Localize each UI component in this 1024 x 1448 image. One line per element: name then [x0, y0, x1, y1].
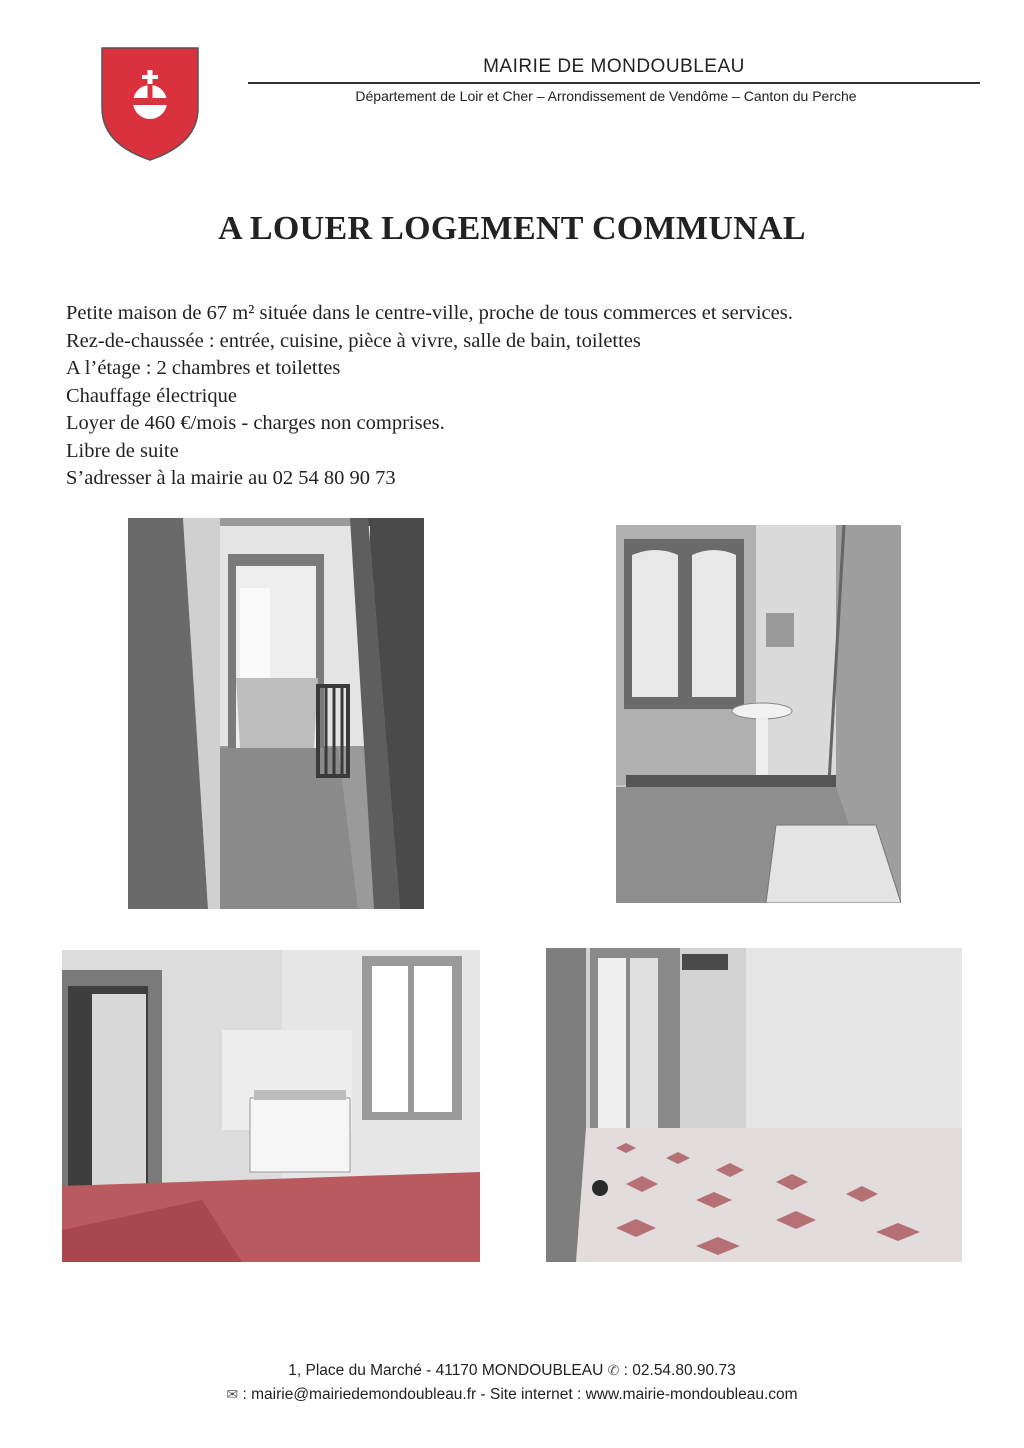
description-line: Chauffage électrique [66, 384, 237, 407]
notice-description [66, 300, 966, 493]
photo-bedroom [546, 948, 962, 1262]
footer-phone: : 02.54.80.90.73 [623, 1362, 736, 1379]
photo-hallway [128, 518, 424, 909]
telephone-icon: ✆ [607, 1363, 620, 1379]
description-line: Rez-de-chaussée : entrée, cuisine, pièce à vivre, salle de bain, toilettes [66, 329, 641, 352]
description-line: S’adresser à la mairie au 02 54 80 90 73 [66, 467, 396, 489]
header-subtitle: Département de Loir et Cher – Arrondissement de Vendôme – Canton du Perche [355, 88, 857, 104]
footer-address: 1, Place du Marché - 41170 MONDOUBLEAU [288, 1362, 604, 1379]
coat-of-arms-logo [100, 46, 200, 162]
description-line: Loyer de 460 €/mois - charges non comprises. [66, 412, 445, 434]
description-line: Petite maison de 67 m² située dans le centre-ville, proche de tous commerces et services. [66, 302, 793, 324]
header-title: MAIRIE DE MONDOUBLEAU [483, 56, 745, 77]
photo-bathroom [616, 525, 901, 903]
header-divider [248, 82, 980, 84]
footer-address-line [0, 1362, 1024, 1380]
description-line: Libre de suite [66, 439, 179, 462]
description-line: A l’étage : 2 chambres et toilettes [66, 357, 341, 379]
footer-contact: : mairie@mairiedemondoubleau.fr - Site internet : www.mairie-mondoubleau.com [242, 1386, 798, 1403]
mail-icon: ✉ [226, 1387, 239, 1403]
footer-contact-line [0, 1386, 1024, 1404]
notice-title: A LOUER LOGEMENT COMMUNAL [218, 210, 806, 247]
photo-kitchen [62, 950, 480, 1262]
